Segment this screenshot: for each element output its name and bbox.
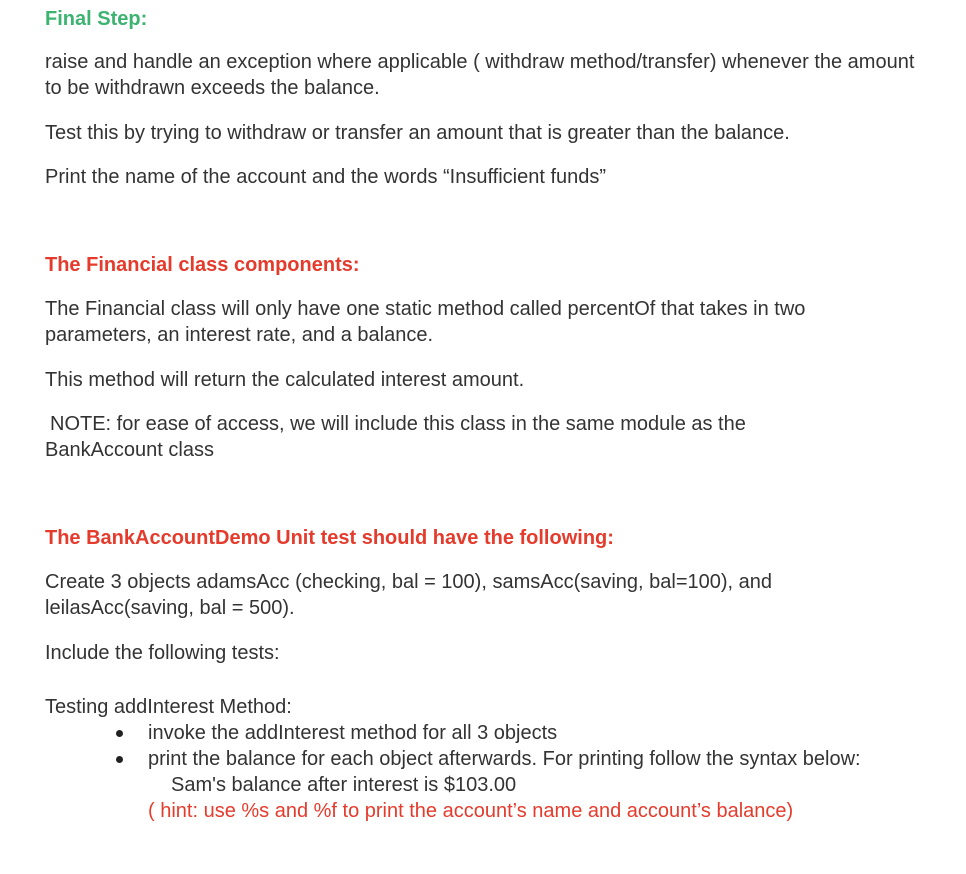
bullet-text: invoke the addInterest method for all 3 objects (148, 722, 558, 744)
bullet-icon (116, 730, 123, 737)
demo-heading: The BankAccountDemo Unit test should have the following: (45, 527, 614, 549)
demo-paragraph-2: Include the following tests: (45, 642, 280, 664)
testing-bullet-list (45, 720, 945, 772)
final-step-paragraph-2: Test this by trying to withdraw or transfer an amount that is greater than the balance. (45, 122, 790, 144)
final-step-heading: Final Step: (45, 8, 148, 30)
list-item (45, 746, 945, 772)
testing-section (45, 694, 945, 824)
bullet-icon (116, 756, 123, 763)
financial-paragraph-2: This method will return the calculated interest amount. (45, 369, 525, 391)
final-step-paragraph-3: Print the name of the account and the words “Insufficient funds” (45, 166, 607, 188)
hint-text: ( hint: use %s and %f to print the account’s name and account’s balance) (148, 800, 794, 822)
final-step-paragraph-1: raise and handle an exception where applicable ( withdraw method/transfer) whenever the amount to be withdrawn exceeds the balance. (45, 51, 915, 99)
financial-heading: The Financial class components: (45, 254, 360, 276)
testing-title: Testing addInterest Method: (45, 696, 292, 718)
financial-paragraph-1: The Financial class will only have one static method called percentOf that takes in two parameters, an interest rate, and a balance. (45, 298, 806, 346)
financial-note-text: NOTE: for ease of access, we will include this class in the same module as the BankAccount class (45, 413, 746, 461)
list-item (45, 720, 945, 746)
sample-output: Sam's balance after interest is $103.00 (171, 774, 517, 796)
bullet-text: print the balance for each object afterwards. For printing follow the syntax below: (148, 748, 861, 770)
demo-paragraph-1: Create 3 objects adamsAcc (checking, bal = 100), samsAcc(saving, bal=100), and leilasAcc(saving, bal = 500). (45, 571, 773, 619)
financial-note (45, 411, 840, 463)
